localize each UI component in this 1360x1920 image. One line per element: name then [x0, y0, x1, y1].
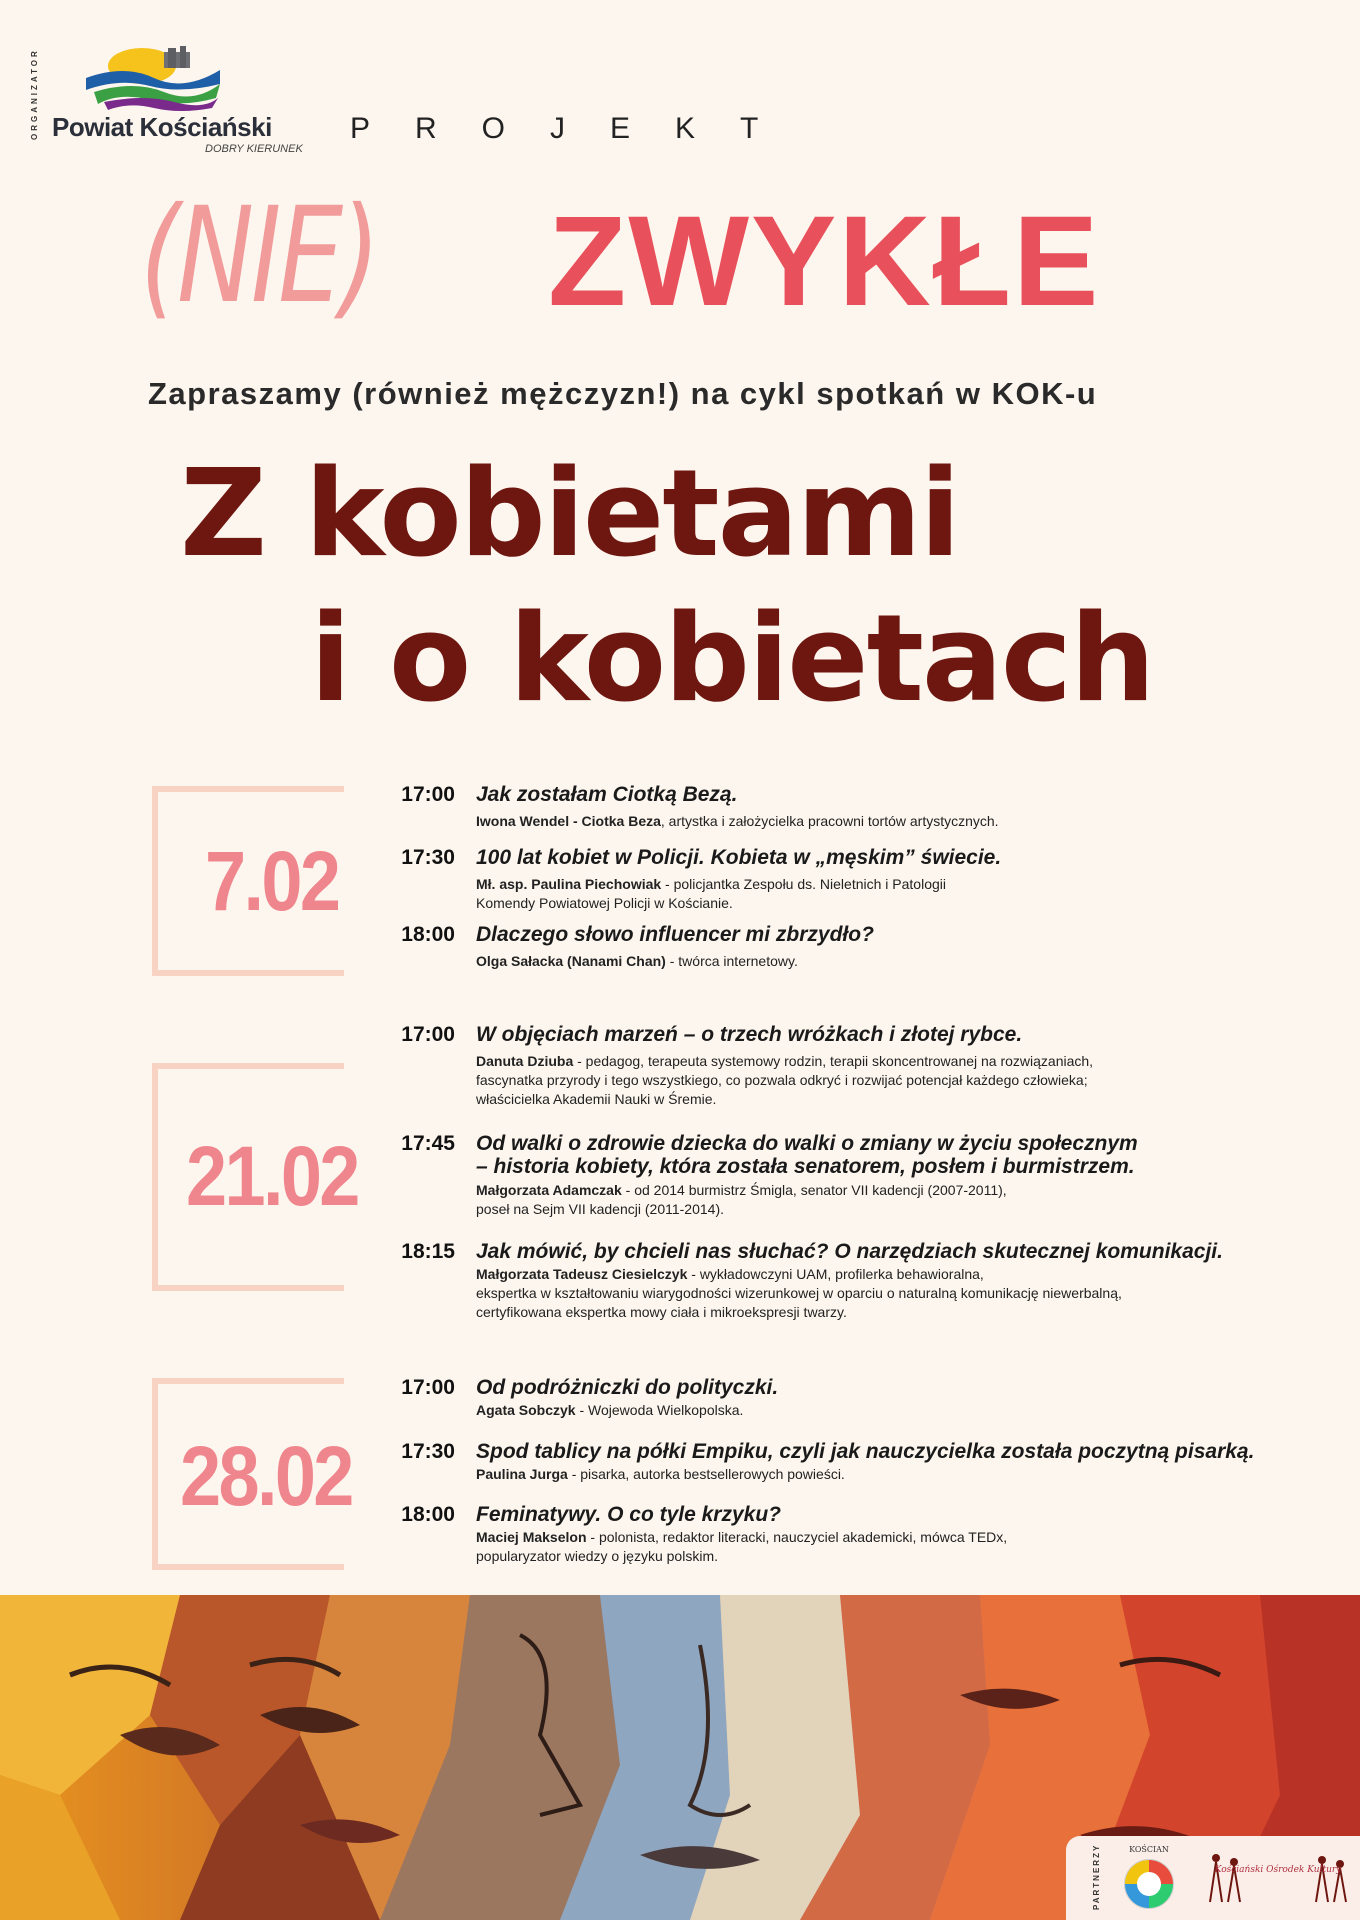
talk-time: 17:30: [401, 1440, 455, 1463]
talk-title: Feminatywy. O co tyle krzyku?: [476, 1503, 781, 1526]
partner-logo1-text: KOŚCIAN: [1129, 1845, 1169, 1854]
talk-time: 18:00: [401, 923, 455, 946]
talk-desc: Agata Sobczyk - Wojewoda Wielkopolska.: [476, 1402, 744, 1418]
talk-title: Jak zostałam Ciotką Bezą.: [476, 783, 738, 806]
talk-time: 18:00: [401, 1503, 455, 1526]
organizer-tagline: DOBRY KIERUNEK: [205, 143, 303, 155]
talk-speaker: Olga Sałacka (Nanami Chan): [476, 953, 666, 969]
talk-desc: Olga Sałacka (Nanami Chan) - twórca internetowy.: [476, 953, 798, 969]
date-label: 21.02: [186, 1129, 358, 1223]
talk-desc: Małgorzata Tadeusz Ciesielczyk - wykładowczyni UAM, profilerka behawioralna, ekspertka w kształtowaniu wiarygodności wizerunkowej w oparciu o naturalną komunikację niewerbalną, certyfikowana ekspertka mowy ciała i mikroekspresji twarzy.: [476, 1266, 1122, 1320]
talk-desc: Iwona Wendel - Ciotka Beza, artystka i założycielka pracowni tortów artystycznych.: [476, 813, 999, 829]
talk-time: 17:30: [401, 846, 455, 869]
title-nie: (NIE): [140, 179, 378, 333]
talk-title: Od podróżniczki do polityczki.: [476, 1376, 779, 1399]
koscian-logo-icon: [1118, 1840, 1180, 1916]
talk-desc: Mł. asp. Paulina Piechowiak - policjantka Zespołu ds. Nieletnich i Patologii Komendy Powiatowej Policji w Kościanie.: [476, 876, 946, 911]
talk-title: Jak mówić, by chcieli nas słuchać? O narzędziach skutecznej komunikacji.: [476, 1240, 1223, 1263]
talk-desc: Małgorzata Adamczak - od 2014 burmistrz Śmigla, senator VII kadencji (2007-2011), poseł na Sejm VII kadencji (2011-2014).: [476, 1182, 1007, 1217]
talk-speaker: Mł. asp. Paulina Piechowiak: [476, 876, 662, 892]
partner-logo2-text: Kościański Ośrodek Kultury: [1214, 1865, 1342, 1875]
invite-text: Zapraszamy (również mężczyzn!) na cykl spotkań w KOK-u: [148, 376, 1098, 411]
talk-title: Od walki o zdrowie dziecka do walki o zmiany w życiu społecznym: [476, 1132, 1138, 1155]
talk-title: W objęciach marzeń – o trzech wróżkach i złotej rybce.: [476, 1023, 1023, 1046]
talk-speaker: Paulina Jurga: [476, 1466, 568, 1482]
partners-label: PARTNERZY: [1092, 1843, 1101, 1910]
headline-line-2: i o kobietach: [310, 590, 1154, 729]
talk-title-line-2: – historia kobiety, która została senatorem, posłem i burmistrzem.: [476, 1155, 1135, 1178]
project-label: PROJEKT: [350, 112, 804, 145]
talk-title: 100 lat kobiet w Policji. Kobieta w „męskim” świecie.: [476, 846, 1002, 869]
talk-desc: Paulina Jurga - pisarka, autorka bestsellerowych powieści.: [476, 1466, 845, 1482]
talk-desc: Maciej Makselon - polonista, redaktor literacki, nauczyciel akademicki, mówca TEDx, popularyzator wiedzy o języku polskim.: [476, 1529, 1008, 1564]
talk-speaker: Maciej Makselon: [476, 1529, 587, 1545]
talk-speaker: Danuta Dziuba: [476, 1053, 574, 1069]
talk-speaker: Iwona Wendel - Ciotka Beza: [476, 813, 661, 829]
talk-speaker: Agata Sobczyk: [476, 1402, 576, 1418]
talk-desc: Danuta Dziuba - pedagog, terapeuta systemowy rodzin, terapii skoncentrowanej na rozwiązaniach, fascynatka przyrody i tego wszystkiego, co pozwala odkryć i rozwijać potencjał każdego człowieka; właścicielka Akademii Nauki w Śremie.: [476, 1053, 1094, 1107]
organizer-name: Powiat Kościański: [52, 112, 272, 142]
title-zwykle: ZWYKŁE: [548, 190, 1101, 333]
talk-time: 17:00: [401, 1023, 455, 1046]
talk-time: 17:00: [401, 783, 455, 806]
talk-time: 17:45: [401, 1132, 455, 1155]
talk-speaker: Małgorzata Tadeusz Ciesielczyk: [476, 1266, 688, 1282]
kok-logo-icon: [1198, 1842, 1358, 1914]
talk-time: 18:15: [401, 1240, 455, 1263]
talk-time: 17:00: [401, 1376, 455, 1399]
talk-speaker: Małgorzata Adamczak: [476, 1182, 622, 1198]
headline-line-1: Z kobietami: [180, 445, 959, 584]
talk-title: Dlaczego słowo influencer mi zbrzydło?: [476, 923, 874, 946]
organizer-label: ORGANIZATOR: [30, 48, 39, 140]
date-label: 7.02: [205, 834, 339, 928]
talk-title: Spod tablicy na półki Empiku, czyli jak nauczycielka została poczytną pisarką.: [476, 1440, 1255, 1463]
powiat-logo-icon: [84, 44, 220, 114]
date-label: 28.02: [180, 1429, 352, 1523]
